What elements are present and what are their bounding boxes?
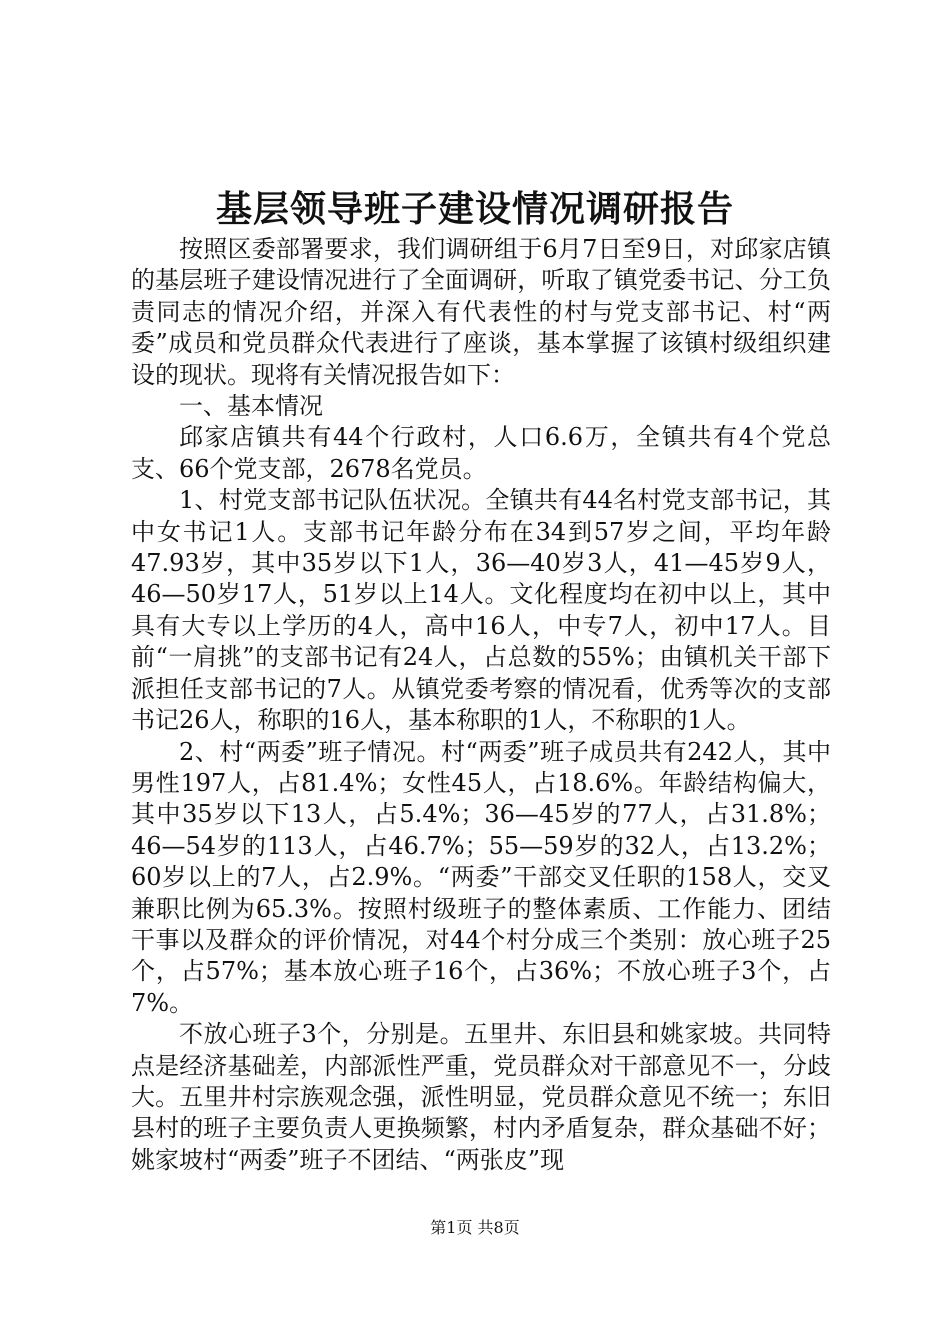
section-heading-basic-situation: 一、基本情况 [179, 392, 323, 421]
paragraph-party-secretaries: 1、村党支部书记队伍状况。全镇共有44名村党支部书记，其中女书记1人。支部书记年龄分布在34到57岁之间，平均年龄47.93岁，其中35岁以下1人，36—40岁3人，41—45岁9人，46—50岁17人，51岁以上14人。文化程度均在初中以上，其中具有大专以上学历的4人，高中16人，中专7人，初中17人。目前“一肩挑”的支部书记有24人，占总数的55%；由镇机关干部下派担任支部书记的7人。从镇党委考察的情况看，优秀等次的支部书记26人，称职的16人，基本称职的1人，不称职的1人。 [131, 486, 831, 735]
document-body [131, 234, 831, 1176]
paragraph-unreliable-teams: 不放心班子3个，分别是。五里井、东旧县和姚家坡。共同特点是经济基础差，内部派性严重，党员群众对干部意见不一，分歧大。五里井村宗族观念强，派性明显，党员群众意见不统一；东旧县村的班子主要负责人更换频繁，村内矛盾复杂，群众基础不好；姚家坡村“两委”班子不团结、“两张皮”现 [131, 1020, 831, 1174]
page-footer: 第1页 共8页 [430, 1218, 520, 1237]
paragraph-town-overview: 邱家店镇共有44个行政村，人口6.6万，全镇共有4个党总支、66个党支部，2678名党员。 [131, 423, 831, 483]
paragraph-intro: 按照区委部署要求，我们调研组于6月7日至9日，对邱家店镇的基层班子建设情况进行了全面调研，听取了镇党委书记、分工负责同志的情况介绍，并深入有代表性的村与党支部书记、村“两委”成员和党员群众代表进行了座谈，基本掌握了该镇村级组织建设的现状。现将有关情况报告如下： [131, 235, 831, 389]
paragraph-two-committees: 2、村“两委”班子情况。村“两委”班子成员共有242人，其中男性197人，占81.4%；女性45人，占18.6%。年龄结构偏大，其中35岁以下13人，占5.4%；36—45岁的77人，占31.8%；46—54岁的113人，占46.7%；55—59岁的32人，占13.2%；60岁以上的7人，占2.9%。“两委”干部交叉任职的158人，交叉兼职比例为65.3%。按照村级班子的整体素质、工作能力、团结干事以及群众的评价情况，对44个村分成三个类别：放心班子25个，占57%；基本放心班子16个，占36%；不放心班子3个，占7%。 [131, 737, 831, 1017]
document-title: 基层领导班子建设情况调研报告 [215, 188, 734, 230]
